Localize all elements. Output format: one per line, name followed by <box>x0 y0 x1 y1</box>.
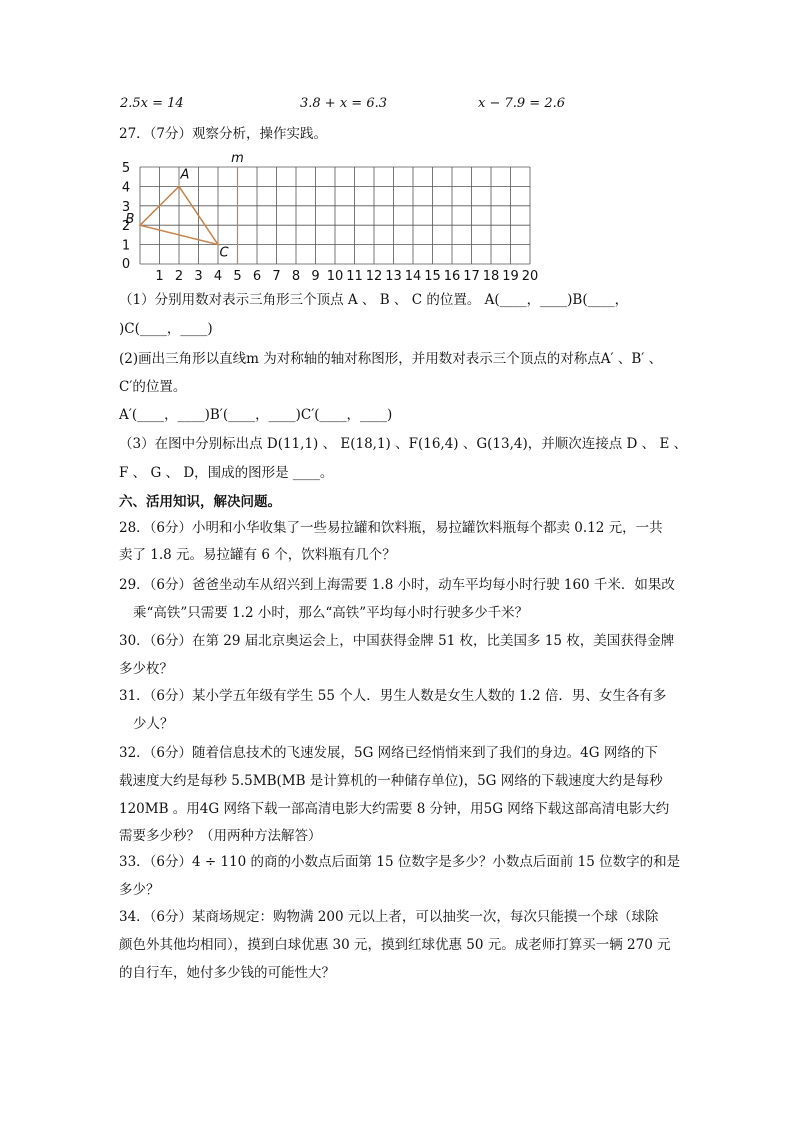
x-tick-label: 6 <box>252 269 262 284</box>
question-32-line-1: 32．（6分）随着信息技术的飞速发展，5G 网络已经悄悄来到了我们的身边。4G 网络的下 <box>119 745 658 761</box>
x-tick-label: 3 <box>194 269 203 284</box>
question-34-line-3: 的自行车，她付多少钱的可能性大？ <box>119 965 335 981</box>
grid-svg <box>110 148 550 288</box>
question-31-line-1: 31．（6分）某小学五年级有学生 55 个人．男生人数是女生人数的 1.2 倍．男、女生各有多 <box>119 688 667 704</box>
x-tick-label: 20 <box>521 269 539 284</box>
q27-part1-line2: )C(____，____) <box>119 321 213 337</box>
x-tick-label: 13 <box>385 269 402 284</box>
x-tick-label: 4 <box>213 269 223 284</box>
y-tick-label: 5 <box>121 161 131 176</box>
q27-part2-line3: A′(____，____)B′(____，____)C′(____，____) <box>119 407 393 423</box>
question-29-line-2: 乘“高铁”只需要 1.2 小时，那么“高铁”平均每小时行驶多少千米？ <box>133 605 529 621</box>
x-tick-label: 7 <box>272 269 281 284</box>
y-tick-label: 1 <box>121 238 131 254</box>
q27-part2-line2: C′的位置。 <box>119 379 187 395</box>
section6-title: 六、活用知识，解决问题。 <box>119 494 281 510</box>
question-32-line-3: 120MB 。用4G 网络下载一部高清电影大约需要 8 分钟，用5G 网络下载这部高清电影大约 <box>119 801 670 817</box>
q27-heading: 27．（7分）观察分析，操作实践。 <box>119 126 328 142</box>
question-32-line-4: 需要多少秒？（用两种方法解答） <box>119 828 322 844</box>
y-tick-label: 2 <box>121 219 131 235</box>
equation-2: 3.8 + x = 6.3 <box>300 96 387 111</box>
x-tick-label: 10 <box>326 269 344 284</box>
x-tick-label: 14 <box>404 269 422 284</box>
question-34-line-2: 颜色外其他均相同），摸到白球优惠 30 元，摸到红球优惠 50 元。成老师打算买一辆 270 元 <box>119 937 671 953</box>
question-34-line-1: 34．（6分）某商场规定：购物满 200 元以上者，可以抽奖一次，每次只能摸一个球（球除 <box>119 909 659 925</box>
x-tick-label: 12 <box>365 269 383 284</box>
x-tick-label: 8 <box>291 269 301 284</box>
question-28-line-1: 28．（6分）小明和小华收集了一些易拉罐和饮料瓶，易拉罐饮料瓶每个都卖 0.12 元，一共 <box>119 520 663 536</box>
q27-part1-line1: （1）分别用数对表示三角形三个顶点 A 、 B 、 C 的位置。 A(____，____)B(____， <box>119 292 629 308</box>
vertex-label-b: B <box>125 212 135 228</box>
origin-label: 0 <box>121 257 131 272</box>
question-29-line-1: 29．（6分）爸爸坐动车从绍兴到上海需要 1.8 小时，动车平均每小时行驶 160 千米．如果改 <box>119 577 675 593</box>
x-tick-label: 15 <box>424 269 441 284</box>
x-tick-label: 9 <box>311 269 320 284</box>
question-33-line-1: 33．（6分）4 ÷ 110 的商的小数点后面第 15 位数字是多少？小数点后面前 15 位数字的和是 <box>119 854 681 870</box>
x-tick-label: 17 <box>463 269 480 284</box>
vertex-label-c: C <box>219 245 229 261</box>
x-tick-label: 18 <box>482 269 500 284</box>
equation-row <box>0 96 794 116</box>
equation-1: 2.5x = 14 <box>120 96 184 111</box>
question-32-line-2: 载速度大约是每秒 5.5MB(MB 是计算机的一种储存单位)，5G 网络的下载速度大约是每秒 <box>119 773 663 789</box>
x-tick-label: 2 <box>174 269 184 284</box>
question-30-line-2: 多少枚？ <box>119 661 173 677</box>
x-tick-label: 16 <box>443 269 461 284</box>
question-30-line-1: 30．（6分）在第 29 届北京奥运会上，中国获得金牌 51 枚，比美国多 15 枚，美国获得金牌 <box>119 633 675 649</box>
question-33-line-2: 多少？ <box>119 882 160 898</box>
question-31-line-2: 少人？ <box>133 716 174 732</box>
x-tick-label: 5 <box>233 269 242 284</box>
x-tick-label: 11 <box>346 269 363 284</box>
vertex-label-a: A <box>180 167 190 183</box>
x-tick-label: 19 <box>502 269 519 284</box>
question-28-line-2: 卖了 1.8 元。易拉罐有 6 个，饮料瓶有几个？ <box>119 547 396 563</box>
q27-part2-line1: (2)画出三角形以直线m 为对称轴的轴对称图形，并用数对表示三个顶点的对称点A′ 、B′ 、 <box>119 351 663 367</box>
symmetry-line-label: m <box>231 151 244 166</box>
coordinate-grid <box>110 148 550 288</box>
y-tick-label: 4 <box>121 180 131 196</box>
equation-3: x − 7.9 = 2.6 <box>478 96 565 111</box>
y-tick-label: 3 <box>121 199 131 215</box>
q27-part3-line2: F 、 G 、 D，围成的图形是 ____。 <box>119 465 334 481</box>
q27-part3-line1: （3）在图中分别标出点 D(11,1) 、 E(18,1) 、F(16,4) 、G(13,4)，并顺次连接点 D 、 E 、 <box>119 436 688 452</box>
x-tick-label: 1 <box>155 269 164 284</box>
